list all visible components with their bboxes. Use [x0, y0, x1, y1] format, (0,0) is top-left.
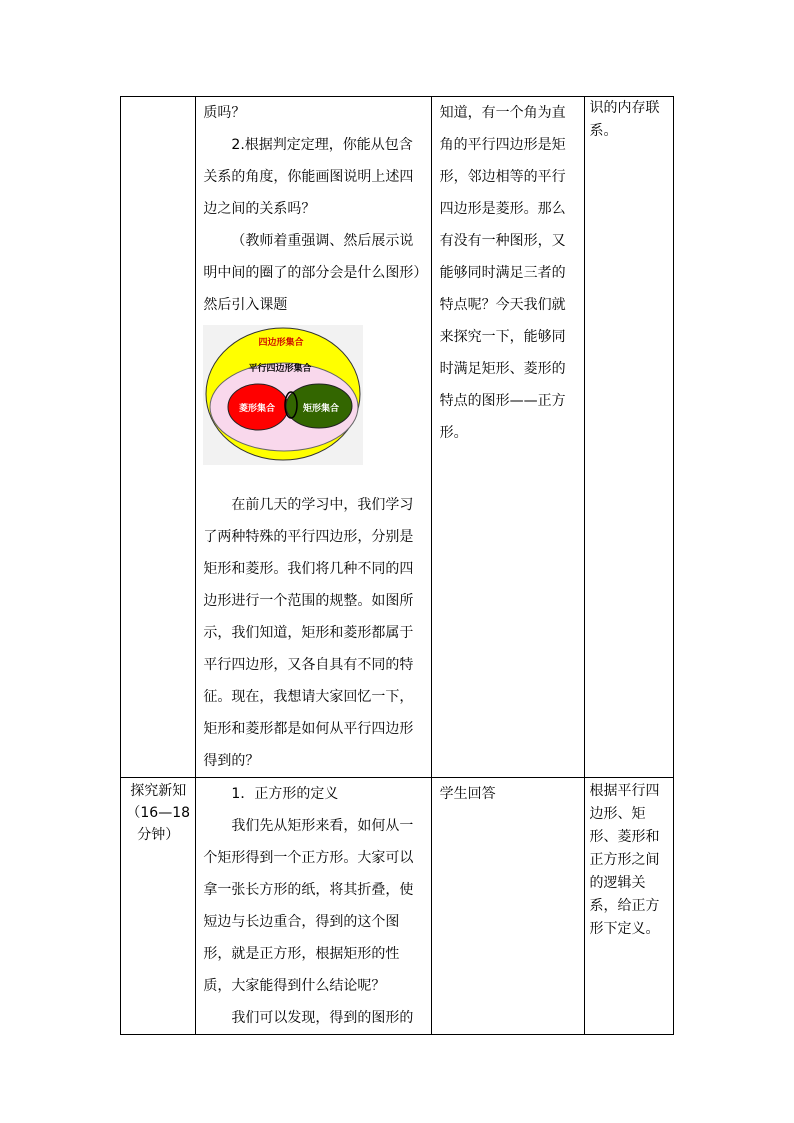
teacher-text: 2.根据判定定理，你能从包含关系的角度，你能画图说明上述四边之间的关系吗？	[203, 137, 414, 217]
intent-text: 识的内存联系。	[589, 100, 660, 139]
design-intent-cell	[584, 778, 674, 1035]
design-intent-cell	[584, 97, 674, 778]
section-heading: 1．正方形的定义	[231, 786, 339, 802]
student-text: 知道，有一个角为直角的平行四边形是矩形，邻边相等的平行四边形是菱形。那么有没有一种图形，又能够同时满足三者的特点呢？今天我们就来探究一下，能够同时满足矩形、菱形的特点的图形——正方形。	[439, 105, 566, 441]
quadrilateral-set-label: 四边形集合	[258, 338, 304, 348]
teacher-text: 质吗？	[203, 105, 246, 121]
lesson-plan-table	[120, 96, 674, 1035]
table-row	[121, 778, 674, 1035]
student-activity-cell	[431, 778, 584, 1035]
teacher-text: 我们可以发现，得到的图形的	[231, 1010, 414, 1026]
stage-cell	[121, 778, 196, 1035]
rhombus-set-label: 菱形集合	[239, 404, 276, 414]
intent-text: 根据平行四边形、矩形、菱形和正方形之间的逻辑关系，给正方形下定义。	[589, 783, 660, 937]
rectangle-set-label: 矩形集合	[303, 404, 340, 414]
teacher-text: 我们先从矩形来看，如何从一个矩形得到一个正方形。大家可以拿一张长方形的纸，将其折叠，使短边与长边重合，得到的这个图形，就是正方形，根据矩形的性质，大家能得到什么结论呢？	[203, 818, 414, 994]
set-inclusion-diagram	[203, 325, 363, 465]
parallelogram-set-label: 平行四边形集合	[248, 364, 312, 374]
student-activity-cell	[431, 97, 584, 778]
teacher-text: 在前几天的学习中，我们学习了两种特殊的平行四边形，分别是矩形和菱形。我们将几种不同的四边形进行一个范围的规整。如图所示，我们知道，矩形和菱形都属于平行四边形，又各自具有不同的特征。现在，我想请大家回忆一下，矩形和菱形都是如何从平行四边形得到的？	[203, 497, 414, 769]
teacher-activity-cell	[196, 778, 431, 1035]
student-text: 学生回答	[439, 786, 496, 802]
stage-cell	[121, 97, 196, 778]
teacher-activity-cell	[196, 97, 431, 778]
table-row	[121, 97, 674, 778]
teacher-text: （教师着重强调、然后展示说明中间的圈了的部分会是什么图形）然后引入课题	[203, 233, 421, 313]
stage-label: 探究新知（16—18分钟）	[126, 783, 191, 843]
